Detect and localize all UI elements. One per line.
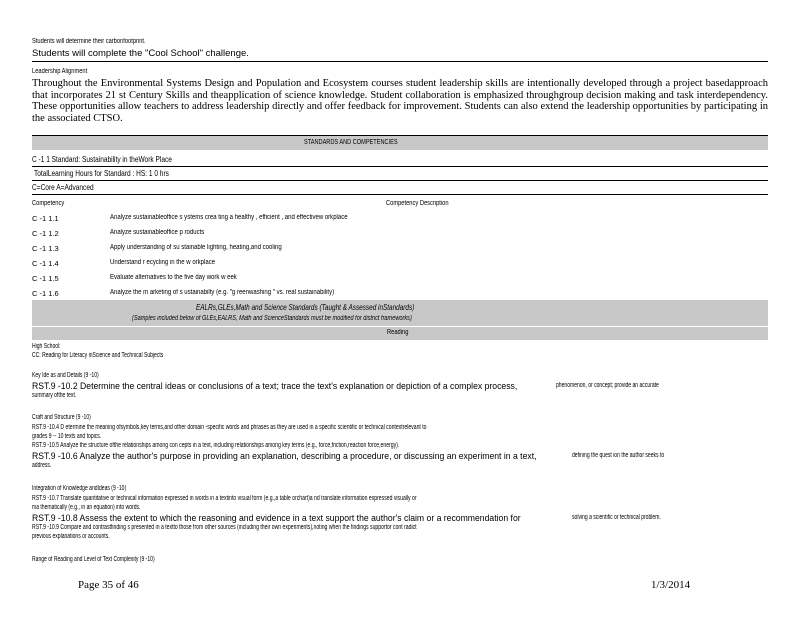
competency-code: C -1 1.2: [32, 229, 59, 238]
standard-legend: C=Core A=Advanced: [32, 183, 94, 192]
rst-10-6-address: address.: [32, 462, 52, 469]
reading-cc-line: CC: Reading for Literacy inScience and Technical Subjects: [32, 352, 164, 359]
competency-code: C -1 1.1: [32, 214, 59, 223]
rst-10-9-continued: previous explanations or accounts.: [32, 533, 110, 540]
page-number: Page 35 of 46: [78, 579, 139, 591]
ealrs-band-line-1: EALRs,GLEs,Math and Science Standards (Taught & Assessed inStandards): [196, 303, 415, 312]
ealrs-band: [32, 300, 768, 326]
top-line-2: Students will complete the "Cool School" challenge.: [32, 48, 249, 59]
rst-10-8-continued: solving a scientific or technical problem.: [572, 514, 661, 521]
reading-band: [32, 327, 768, 340]
divider: [32, 194, 768, 195]
competency-description: Evaluate alternatives to the five day work w eek: [110, 274, 237, 281]
competency-description: Apply understanding of su stainable lighting, heating,and cooling: [110, 244, 282, 251]
rst-10-6: RST.9 -10.6 Analyze the author's purpose in providing an explanation, describing a procedure, or discussing an experiment in a text,: [32, 451, 537, 461]
rst-10-6-continued: defining the quest ion the author seeks to: [572, 452, 665, 459]
competency-code: C -1 1.6: [32, 289, 59, 298]
rst-10-2: RST.9 -10.2 Determine the central ideas or conclusions of a text; trace the text's explanation or depiction of a complex process,: [32, 381, 518, 391]
standards-band: [32, 136, 768, 150]
standard-line-1: C -1 1 Standard: Sustainability in theWork Place: [32, 155, 172, 164]
divider: [32, 61, 768, 62]
rst-10-9: RST.9 -10.9 Compare and contrastfinding s presented in a textto those from other sources (including their own experiments),noting when the findings supportor cont radict: [32, 524, 417, 531]
key-ideas-heading: Key Ide as and Details (9 -10): [32, 372, 99, 379]
competency-header: Competency: [32, 200, 65, 207]
integration-heading: Integration of Knowledge andIdeas (9 -10): [32, 485, 127, 492]
reading-hs-label: High School:: [32, 343, 61, 350]
divider: [32, 180, 768, 181]
divider: [32, 166, 768, 167]
footer-date: 1/3/2014: [651, 579, 691, 591]
competency-description: Analyze sustainableoffice p roducts: [110, 229, 205, 236]
competency-description: Analyze sustainableoffice s ystems crea ting a healthy , efficient , and effectivew orkplace: [110, 214, 348, 221]
craft-heading: Craft and Structure (9 -10): [32, 414, 91, 421]
competency-description: Analyze the m arketing of s ustainabilty (e.g. "g reenwashing " vs. real sustainability): [110, 289, 335, 296]
rst-10-2-summary: summary ofthe text.: [32, 392, 77, 399]
leadership-heading: Leadership Alignment: [32, 68, 88, 75]
competency-code: C -1 1.4: [32, 259, 59, 268]
standard-line-2: TotalLearning Hours for Standard : HS: 1 0 hrs: [34, 169, 169, 178]
leadership-paragraph: Throughout the Environmental Systems Design and Population and Ecosystem courses student leadership skills are intentionally developed through a project basedapproach that incorporates 21 st Century Skills and theapplication of science knowledge. Student collaboration is emphasized throughgroup decision making and task interdependency. These opportunities allow teachers to address leadership directly and offer feedback for improvement. Students can also extend the leadership opportunities by participating in the associated CTSO.: [32, 78, 768, 124]
rst-10-7: RST.9 -10.7 Translate quantitative or technical information expressed in words in a textinto visual form (e.g.,a table orchart)a nd translate information expressed visually or: [32, 495, 417, 502]
rst-10-4: RST.9 -10.4 D etermine the meaning ofsymbols,key terms,and other domain -specific words and phrases as they are used in a specific scientific or technical contextrelevant to: [32, 424, 427, 431]
rst-10-8: RST.9 -10.8 Assess the extent to which the reasoning and evidence in a text support the author's claim or a recommendation for: [32, 513, 521, 523]
top-line-1: Students will determine their carbonfootprint.: [32, 38, 146, 45]
rst-10-7-continued: ma thematically (e.g., in an equation) into words.: [32, 504, 141, 511]
competency-description: Understand r ecycling in the w orkplace: [110, 259, 216, 266]
rst-10-4-continued: grades 9 -- 10 texts and topics.: [32, 433, 102, 440]
competency-code: C -1 1.3: [32, 244, 59, 253]
ealrs-band-line-2: (Samples included below of GLEs,EALRS, Math and ScienceStandards must be modified for district frameworks): [132, 315, 412, 322]
range-heading: Range of Reading and Level of Text Complexity (9 -10): [32, 556, 155, 563]
competency-code: C -1 1.5: [32, 274, 59, 283]
rst-10-2-continued: phenomenon, or concept; provide an accurate: [556, 382, 659, 389]
reading-band-title: Reading: [387, 329, 409, 336]
standards-band-title: STANDARDS AND COMPETENCIES: [304, 139, 398, 146]
rst-10-5: RST.9 -10.5 Analyze the structure ofthe relationships among con cepts in a text, including relationships among key terms (e.g., force,friction,reaction force,energy).: [32, 442, 400, 449]
competency-description-header: Competency Description: [386, 200, 449, 207]
